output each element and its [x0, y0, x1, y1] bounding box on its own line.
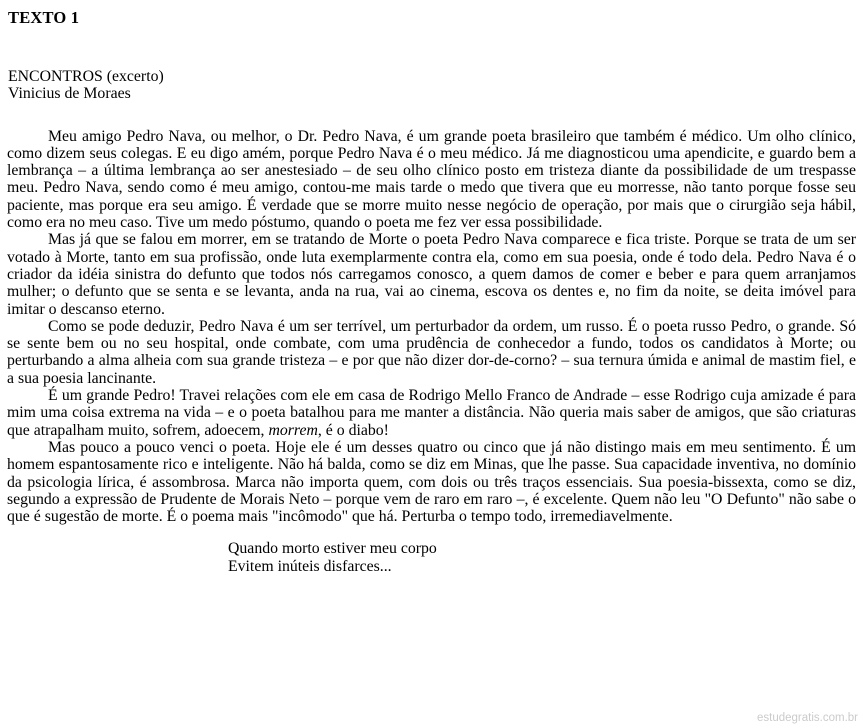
body-text	[7, 128, 856, 526]
paragraph: Mas pouco a pouco venci o poeta. Hoje ele é um desses quatro ou cinco que já não distingo mais em meu sentimento. É um homem espantosamente rico e inteligente. Não há balda, como se diz em Minas, que lhe passe. Sua capacidade inventiva, no domínio da psicologia lírica, é assombrosa. Marca não importa quem, com dois ou três traços essenciais. Sua poesia-bissexta, como se diz, segundo a expressão de Prudente de Morais Neto – porque vem de raro em raro –, é excelente. Quem não leu "O Defunto" não sabe o que é sugestão de morte. É o poema mais "incômodo" que há. Perturba o tempo todo, irremediavelmente.	[7, 438, 856, 526]
verse-block	[228, 540, 856, 575]
paragraph: Mas já que se falou em morrer, em se tratando de Morte o poeta Pedro Nava comparece e fica triste. Porque se trata de um ser votado à Morte, tanto em sua profissão, onde luta exemplarmente contra ela, como em sua poesia, onde é todo dela. Pedro Nava é o criador da idéia sinistra do defunto que todos nós carregamos conosco, a quem damos de comer e beber e para quem arranjamos mulher; o defunto que se senta e se levanta, anda na rua, vai ao cinema, escova os dentes e, no fim da noite, se deita imóvel para imitar o descanso eterno.	[7, 231, 856, 318]
verse-line: Quando morto estiver meu corpo	[228, 540, 437, 558]
paragraph: Meu amigo Pedro Nava, ou melhor, o Dr. Pedro Nava, é um grande poeta brasileiro que também é médico. Um olho clínico, como dizem seus colegas. E eu digo amém, porque Pedro Nava é o meu médico. Já me diagnosticou uma apendicite, e guardo bem a lembrança – a última lembrança ao ser anestesiado – de seu olho clínico posto em tristeza diante da possibilidade de um trespasse meu. Pedro Nava, sendo como é meu amigo, contou-me mais tarde o medo que tivera que eu morresse, não tanto porque fosse seu paciente, mas porque era seu amigo. É verdade que se morre muito nesse negócio de operação, por mais que o cirurgião seja hábil, como era no meu caso. Tive um medo póstumo, quando o poeta me fez ver essa possibilidade.	[7, 127, 856, 232]
page-title: TEXTO 1	[8, 8, 80, 27]
text-heading	[8, 68, 856, 103]
text-title: ENCONTROS (excerto)	[8, 68, 164, 85]
text-author: Vinicius de Moraes	[8, 85, 131, 103]
paragraph: Como se pode deduzir, Pedro Nava é um ser terrível, um perturbador da ordem, um russo. É o poeta russo Pedro, o grande. Só se sente bem ou no seu hospital, onde combate, com uma prudência de conhecedor a fundo, todos os candidatos à Morte; ou perturbando a alma alheia com sua grande tristeza – e por que não dizer dor-de-corno? – sua ternura úmida e animal de mastim fiel, e a sua poesia lancinante.	[7, 317, 856, 387]
watermark: estudegratis.com.br	[757, 712, 858, 724]
paragraph: É um grande Pedro! Travei relações com ele em casa de Rodrigo Mello Franco de Andrade – esse Rodrigo cuja amizade é para mim uma coisa extrema na vida – e o poeta batalhou para me manter a distância. Não queria mais saber de amigos, que são criaturas que atrapalham muito, sofrem, adoecem, morrem, é o diabo!	[7, 387, 856, 439]
verse-line: Evitem inúteis disfarces...	[228, 557, 392, 575]
